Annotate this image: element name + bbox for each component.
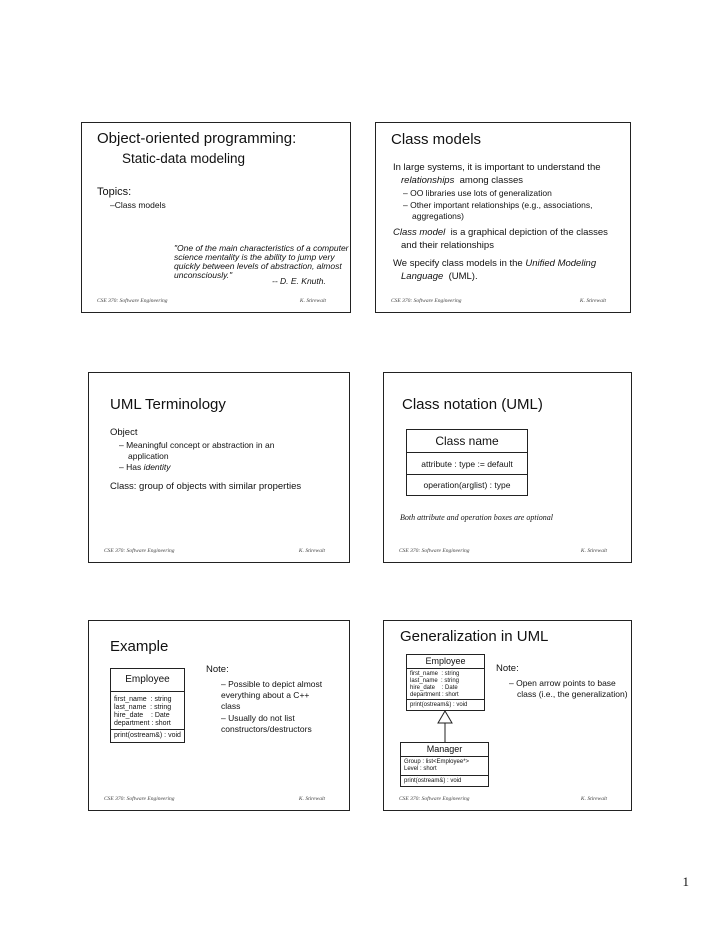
uml-attribute: Level : short (404, 766, 437, 772)
paragraph-line: In large systems, it is important to understand the (393, 162, 601, 173)
class-definition: Class: group of objects with similar properties (110, 481, 302, 492)
uml-class-name: Employee (425, 656, 466, 666)
slide-title: Class models (391, 131, 482, 148)
quote-line: "One of the main characteristics of a computer (174, 243, 349, 253)
uml-attributes (401, 756, 488, 775)
paragraph-line (393, 258, 596, 269)
open-arrow-head (438, 711, 452, 723)
bullet-item: – Other important relationships (e.g., associations, (403, 200, 593, 210)
footer-author: K. Stirewalt (580, 548, 607, 554)
paragraph-line (401, 175, 523, 186)
slide-object-oriented-programming (81, 122, 351, 313)
uml-attribute: attribute : type := default (407, 452, 527, 474)
uml-operation: operation(arglist) : type (407, 474, 527, 495)
note-label: Note: (206, 664, 229, 675)
footer-author: K. Stirewalt (298, 796, 325, 802)
uml-operation: print(ostream&) : void (111, 729, 184, 742)
slide-title: Example (110, 638, 169, 655)
uml-attribute: first_name : string (410, 671, 460, 677)
footer-course: CSE 370: Software Engineering (97, 298, 168, 304)
note-line: – Possible to depict almost (221, 679, 323, 689)
footer-course: CSE 370: Software Engineering (391, 298, 462, 304)
emphasis: relationships (401, 175, 455, 186)
uml-attributes (407, 668, 484, 699)
uml-attribute: last_name : string (114, 704, 172, 711)
uml-attribute: department : short (410, 692, 459, 698)
bullet-item: – Meaningful concept or abstraction in an (119, 440, 275, 450)
slide-note: Both attribute and operation boxes are optional (400, 513, 554, 522)
footer-course: CSE 370: Software Engineering (399, 548, 470, 554)
slide-uml-terminology (88, 372, 350, 563)
slide-title: Class notation (UML) (402, 396, 543, 413)
note-line: – Open arrow points to base (509, 678, 616, 688)
paragraph-text: among classes (459, 175, 523, 186)
emphasis: Unified Modeling (525, 258, 597, 269)
uml-attribute: hire_date : Date (410, 685, 458, 691)
uml-attribute: last_name : string (410, 678, 460, 684)
uml-attribute: hire_date : Date (114, 712, 170, 719)
uml-class-name: Employee (125, 674, 170, 685)
quote-line: science mentality is the ability to jump very (174, 252, 335, 262)
uml-attribute: first_name : string (114, 696, 172, 703)
slide-class-models (375, 122, 631, 313)
topics-label: Topics: (97, 186, 132, 198)
quote-author: -- D. E. Knuth. (272, 276, 326, 286)
uml-class-name: Class name (435, 434, 499, 448)
paragraph-text: (UML). (448, 271, 478, 282)
emphasis: identity (143, 462, 171, 472)
uml-class-employee (406, 654, 485, 711)
emphasis: Language (401, 271, 444, 282)
footer-author: K. Stirewalt (580, 796, 607, 802)
uml-class-employee (110, 668, 185, 743)
note-line: everything about a C++ (221, 690, 310, 700)
uml-class-name: Manager (426, 744, 463, 754)
slide-generalization (383, 620, 632, 811)
note-line: constructors/destructors (221, 724, 312, 734)
bullet-item: – OO libraries use lots of generalization (403, 188, 552, 198)
uml-operation: print(ostream&) : void (401, 775, 488, 786)
uml-attributes (111, 691, 184, 729)
footer-author: K. Stirewalt (579, 298, 606, 304)
generalization-arrow (433, 710, 457, 742)
bullet-text: – Has (119, 462, 142, 472)
note-label: Note: (496, 663, 519, 674)
quote-line: quickly between levels of abstraction, almost (174, 261, 342, 271)
bullet-item-cont: aggregations) (412, 211, 464, 221)
bullet-item (119, 462, 171, 472)
footer-course: CSE 370: Software Engineering (399, 796, 470, 802)
uml-attribute: Group : list<Employee*> (404, 759, 470, 765)
paragraph-text: We specify class models in the (393, 258, 523, 269)
paragraph-line: and their relationships (401, 240, 494, 251)
uml-attribute: department : short (114, 720, 171, 727)
slide-class-notation (383, 372, 632, 563)
emphasis: Class model (393, 227, 446, 238)
uml-class-manager (400, 742, 489, 787)
uml-operation: print(ostream&) : void (407, 699, 484, 710)
topics-item: –Class models (110, 200, 166, 210)
slide-example (88, 620, 350, 811)
footer-course: CSE 370: Software Engineering (104, 548, 175, 554)
object-label: Object (110, 427, 138, 438)
quote-line: unconsciously." (174, 270, 233, 280)
slide-subtitle: Static-data modeling (122, 151, 246, 166)
bullet-item-cont: application (128, 451, 169, 461)
note-line: class (i.e., the generalization) (517, 689, 628, 699)
paragraph-line (401, 271, 478, 282)
footer-author: K. Stirewalt (299, 298, 326, 304)
page-number: 1 (682, 874, 689, 889)
slide-title: Generalization in UML (400, 628, 549, 645)
footer-course: CSE 370: Software Engineering (104, 796, 175, 802)
uml-class-box (406, 429, 528, 496)
slide-title: Object-oriented programming: (97, 130, 297, 147)
note-line: class (221, 701, 241, 711)
slide-title: UML Terminology (110, 396, 226, 413)
paragraph-line (393, 227, 608, 238)
note-line: – Usually do not list (221, 713, 295, 723)
paragraph-text: is a graphical depiction of the classes (450, 227, 608, 238)
footer-author: K. Stirewalt (298, 548, 325, 554)
